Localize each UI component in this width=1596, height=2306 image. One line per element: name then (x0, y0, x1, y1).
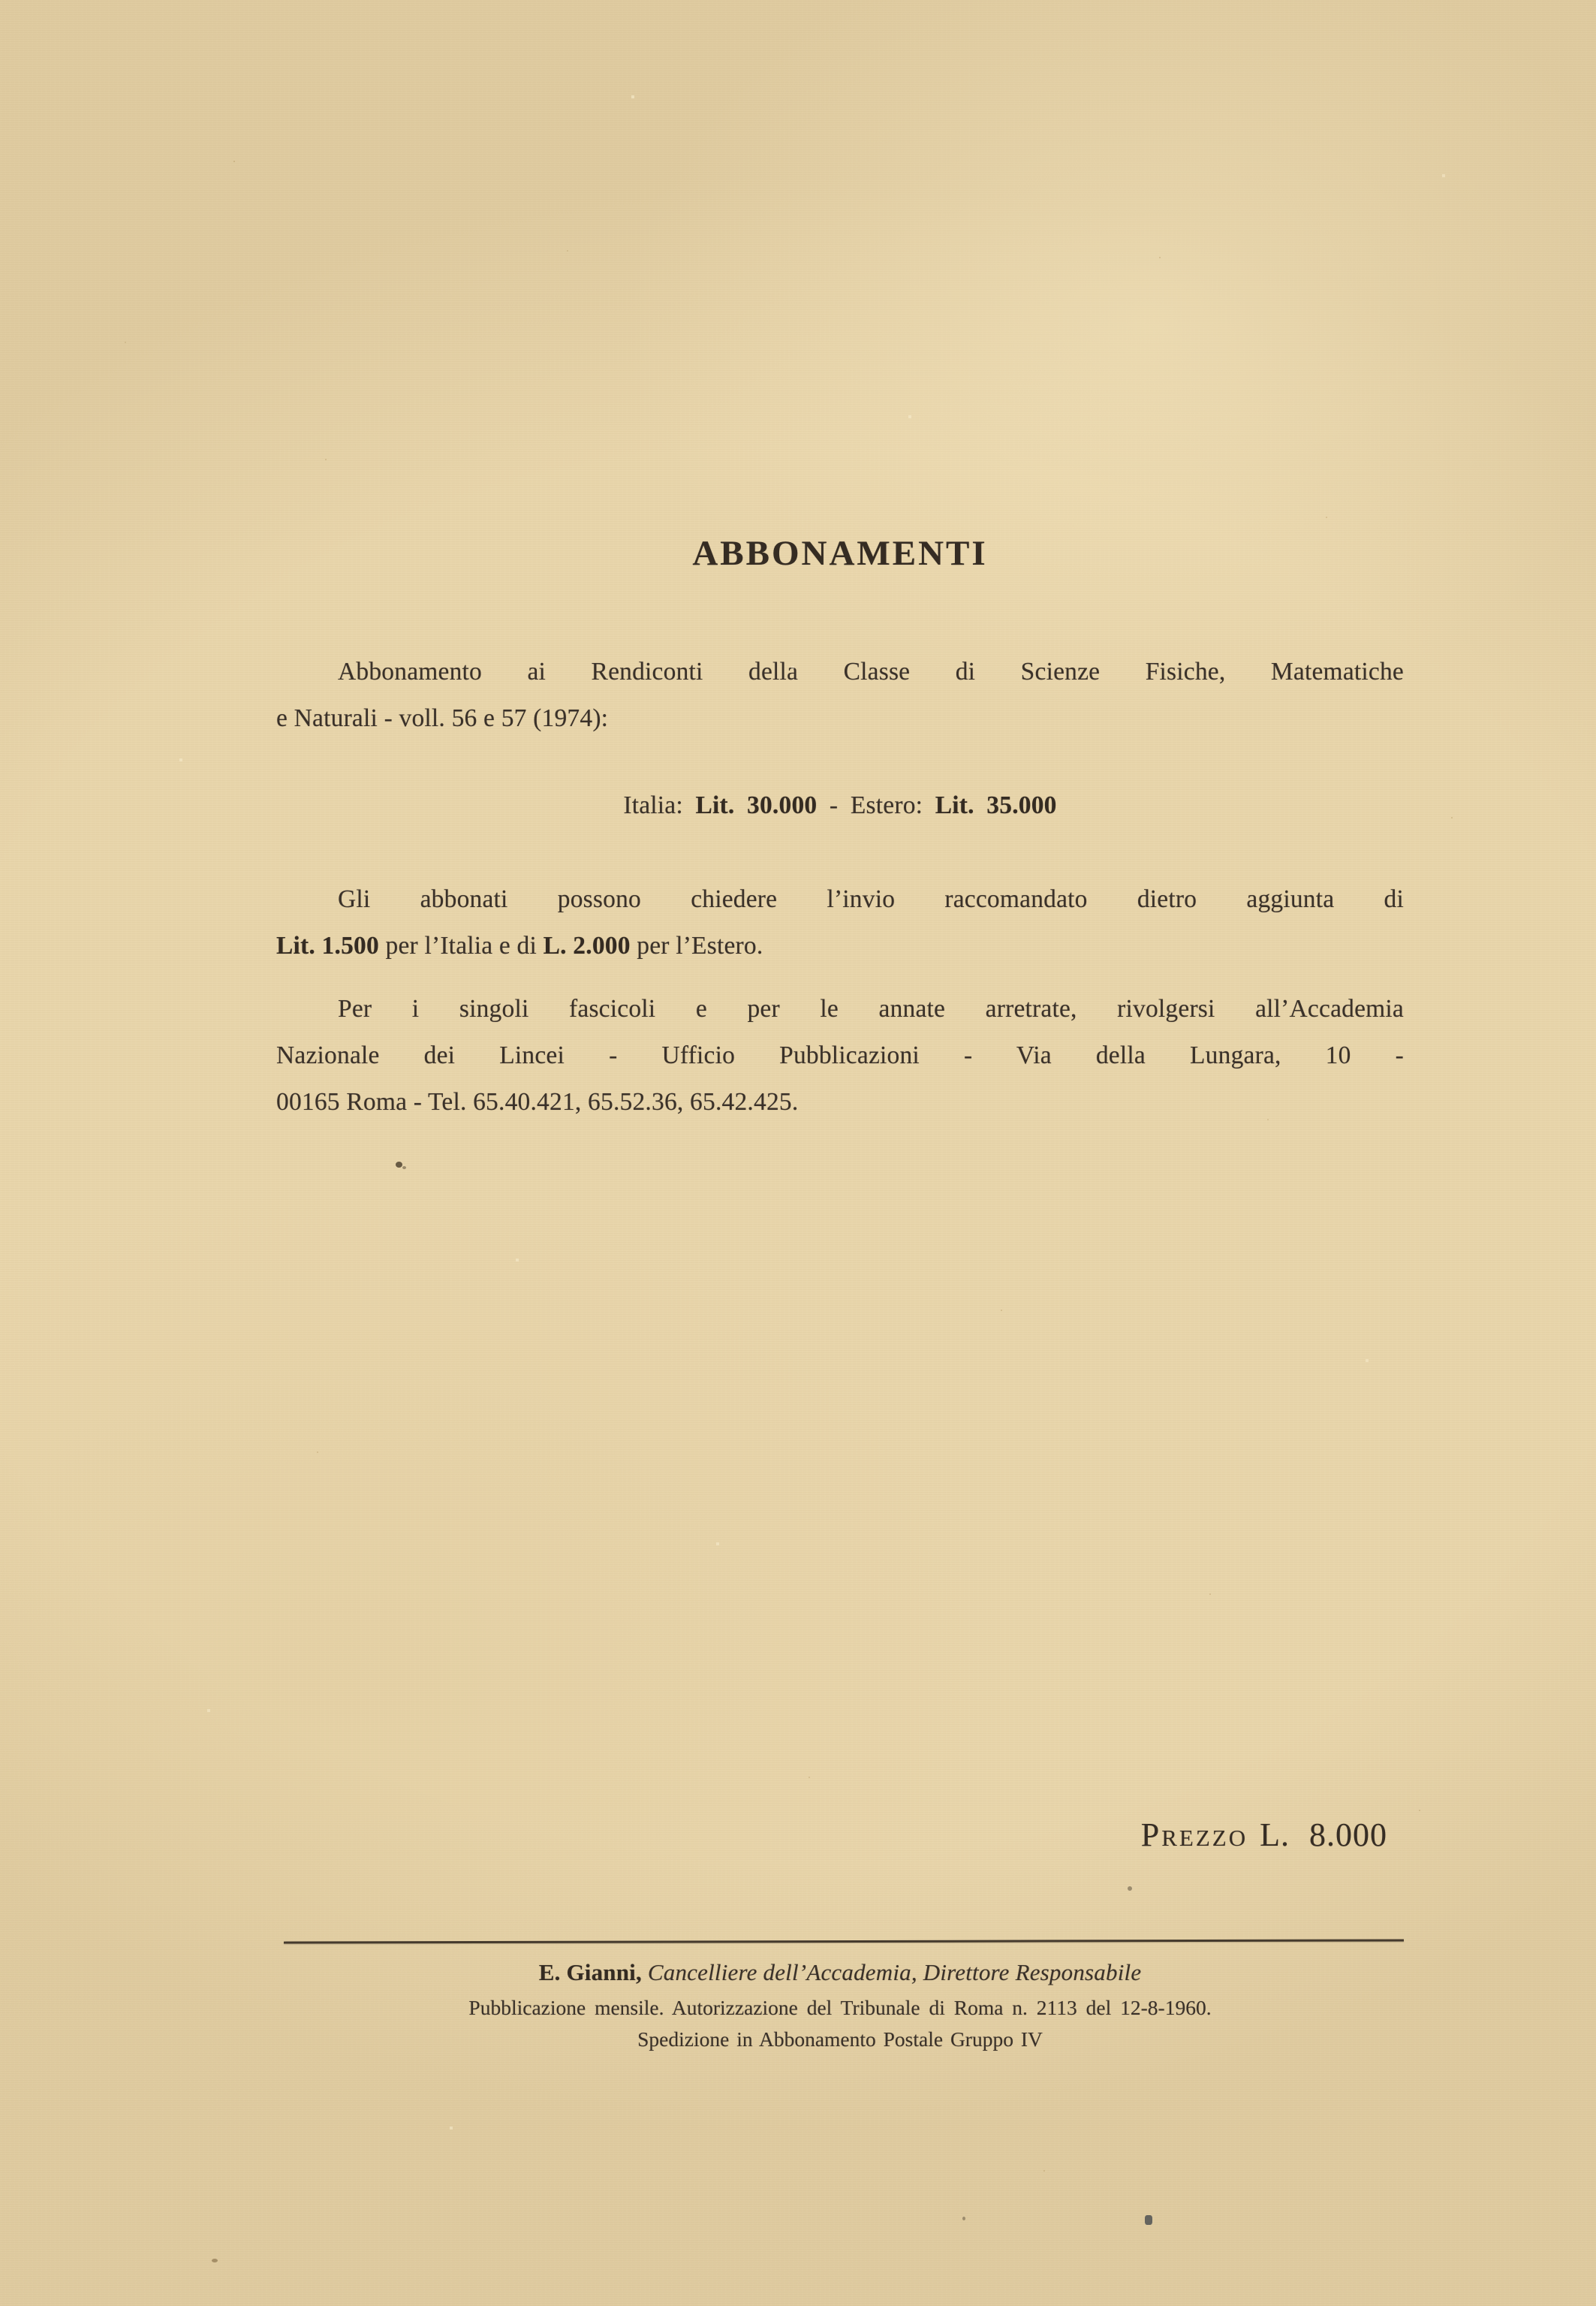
page-title: ABBONAMENTI (692, 534, 988, 573)
price-line (276, 1816, 1404, 1854)
text-segment: Per i singoli fascicoli e per le annate arretrate, rivolgersi all’Accademia (338, 995, 1404, 1023)
text-line (276, 649, 1404, 695)
paper-ink-speck (1145, 2215, 1152, 2225)
text-segment: Nazionale dei Lincei - Ufficio Pubblicazioni - Via della Lungara, 10 - (276, 1041, 1404, 1069)
text-segment: Italia: (623, 791, 696, 819)
paragraph-back-issues-contact (276, 986, 1404, 1126)
footer-shipping-line: Spedizione in Abbonamento Postale Gruppo IV (637, 2027, 1043, 2051)
paper-ink-speck (962, 2217, 965, 2220)
paper-texture-fibers (0, 0, 2, 2)
text-segment: per l’Italia e di (378, 932, 544, 960)
text-line (276, 986, 1404, 1032)
text-segment: per l’Estero. (630, 932, 763, 960)
footer-authorization-line: Pubblicazione mensile. Autorizzazione del Tribunale di Roma n. 2113 del 12-8-1960. (468, 1996, 1212, 2019)
paper-ink-speck (212, 2259, 218, 2262)
price-amount: L. 8.000 (1260, 1816, 1387, 1853)
text-line (276, 1956, 1404, 1989)
paper-ink-speck (396, 1162, 402, 1168)
text-segment: Abbonamento ai Rendiconti della Classe di Scienze Fisiche, Matematiche (338, 658, 1404, 686)
price-label: Prezzo (1140, 1816, 1248, 1853)
text-segment: Cancelliere dell’Accademia, Direttore Responsabile (647, 1959, 1142, 1985)
text-segment: Lit. 1.500 (276, 932, 379, 960)
footer-divider-rule (284, 1939, 1404, 1943)
text-line (276, 1032, 1404, 1079)
text-line (276, 876, 1404, 923)
text-segment: Gli abbonati possono chiedere l’invio raccomandato dietro aggiunta di (338, 885, 1404, 913)
paper-ink-speck (1128, 1886, 1132, 1891)
footer-responsible-editor-line (276, 1956, 1404, 1989)
text-line (276, 923, 1404, 969)
text-segment: 00165 Roma - Tel. 65.40.421, 65.52.36, 65.42.425. (276, 1088, 799, 1116)
text-segment: E. Gianni, (538, 1959, 648, 1985)
paragraph-subscription-info (276, 649, 1404, 742)
text-line (276, 1079, 1404, 1126)
text-segment: L. 2.000 (543, 932, 631, 960)
paragraph-registered-mail-surcharge (276, 876, 1404, 969)
text-segment: e Naturali - voll. 56 e 57 (1974): (276, 704, 609, 732)
text-segment: Lit. 30.000 (695, 791, 818, 819)
paragraph-subscription-prices (276, 782, 1404, 829)
text-line (276, 695, 1404, 742)
text-segment: - Estero: (817, 791, 935, 819)
text-line (276, 782, 1404, 829)
text-segment: Lit. 35.000 (935, 791, 1057, 819)
